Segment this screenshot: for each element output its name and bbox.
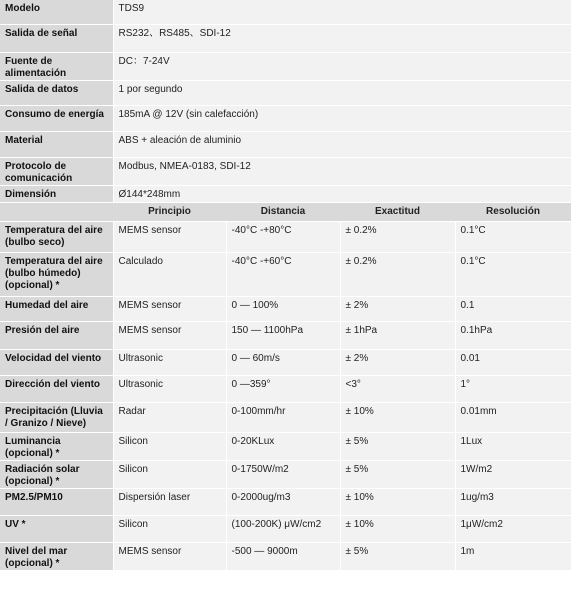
measure-cell: 150 — 1100hPa (226, 321, 340, 349)
header-blank-cell (0, 202, 113, 221)
measure-cell: 1Lux (455, 432, 571, 460)
measure-cell: ± 2% (340, 296, 455, 321)
column-header: Exactitud (340, 202, 455, 221)
measure-row (0, 488, 571, 515)
measure-cell: 1° (455, 375, 571, 402)
measure-cell: ± 5% (340, 460, 455, 488)
measure-cell: 0.01mm (455, 402, 571, 432)
measure-row (0, 321, 571, 349)
column-header: Principio (113, 202, 226, 221)
spec-label: Consumo de energía (0, 105, 113, 131)
measure-cell: <3° (340, 375, 455, 402)
measure-cell: 0 —359° (226, 375, 340, 402)
measure-cell: Dispersión laser (113, 488, 226, 515)
spec-row (0, 157, 571, 185)
measure-cell: Ultrasonic (113, 375, 226, 402)
measure-label: Presión del aire (0, 321, 113, 349)
measure-cell: (100-200K) μW/cm2 (226, 515, 340, 542)
measure-cell: ± 0.2% (340, 221, 455, 252)
measure-label: Velocidad del viento (0, 349, 113, 375)
measure-row (0, 296, 571, 321)
measure-cell: 0-100mm/hr (226, 402, 340, 432)
spec-value: ABS + aleación de aluminio (113, 131, 571, 157)
measure-label: Luminancia (opcional) * (0, 432, 113, 460)
measure-cell: 1W/m2 (455, 460, 571, 488)
measure-cell: ± 2% (340, 349, 455, 375)
measure-label: PM2.5/PM10 (0, 488, 113, 515)
measure-cell: 0.1°C (455, 221, 571, 252)
measure-cell: -40°C -+80°C (226, 221, 340, 252)
measure-cell: ± 5% (340, 432, 455, 460)
spec-label: Modelo (0, 0, 113, 24)
spec-value: RS232、RS485、SDI-12 (113, 24, 571, 52)
measure-label: Dirección del viento (0, 375, 113, 402)
spec-body (0, 0, 571, 202)
measure-cell: Calculado (113, 252, 226, 296)
measure-row (0, 349, 571, 375)
measure-cell: 1μW/cm2 (455, 515, 571, 542)
measure-row (0, 252, 571, 296)
measure-cell: ± 10% (340, 402, 455, 432)
measure-cell: MEMS sensor (113, 321, 226, 349)
measure-cell: 0.1 (455, 296, 571, 321)
measure-cell: -500 — 9000m (226, 542, 340, 570)
measure-cell: 1ug/m3 (455, 488, 571, 515)
spec-row (0, 0, 571, 24)
measure-row (0, 460, 571, 488)
measure-cell: 0-1750W/m2 (226, 460, 340, 488)
spec-label: Salida de datos (0, 80, 113, 105)
measure-label: Nivel del mar (opcional) * (0, 542, 113, 570)
measure-cell: ± 10% (340, 515, 455, 542)
spec-row (0, 80, 571, 105)
measure-cell: Radar (113, 402, 226, 432)
measure-row (0, 402, 571, 432)
spec-value: DC：7-24V (113, 52, 571, 80)
spec-value: Ø144*248mm (113, 185, 571, 202)
measure-row (0, 542, 571, 570)
spec-value: TDS9 (113, 0, 571, 24)
spec-value: Modbus, NMEA-0183, SDI-12 (113, 157, 571, 185)
column-header: Resolución (455, 202, 571, 221)
measure-cell: Silicon (113, 432, 226, 460)
measure-row (0, 515, 571, 542)
measure-cell: ± 5% (340, 542, 455, 570)
measure-cell: ± 10% (340, 488, 455, 515)
spec-label: Fuente de alimentación (0, 52, 113, 80)
measure-cell: MEMS sensor (113, 542, 226, 570)
measure-cell: 0 — 100% (226, 296, 340, 321)
measure-cell: -40°C -+60°C (226, 252, 340, 296)
measure-header-row (0, 202, 571, 221)
measure-cell: 0-20KLux (226, 432, 340, 460)
spec-row (0, 185, 571, 202)
measure-row (0, 221, 571, 252)
measure-body (0, 202, 571, 570)
measure-label: UV * (0, 515, 113, 542)
measure-cell: MEMS sensor (113, 296, 226, 321)
measure-label: Precipitación (Lluvia / Granizo / Nieve) (0, 402, 113, 432)
measure-cell: 0-2000ug/m3 (226, 488, 340, 515)
spec-label: Dimensión (0, 185, 113, 202)
measure-cell: Ultrasonic (113, 349, 226, 375)
measure-cell: Silicon (113, 460, 226, 488)
measure-label: Radiación solar (opcional) * (0, 460, 113, 488)
measure-cell: 0.1°C (455, 252, 571, 296)
measure-row (0, 432, 571, 460)
measure-label: Humedad del aire (0, 296, 113, 321)
measure-cell: ± 0.2% (340, 252, 455, 296)
spec-label: Protocolo de comunicación (0, 157, 113, 185)
spec-label: Salida de señal (0, 24, 113, 52)
measure-cell: 0.01 (455, 349, 571, 375)
spec-row (0, 52, 571, 80)
measure-cell: 0 — 60m/s (226, 349, 340, 375)
measure-cell: Silicon (113, 515, 226, 542)
measure-label: Temperatura del aire (bulbo húmedo) (opcional) * (0, 252, 113, 296)
measure-cell: 1m (455, 542, 571, 570)
column-header: Distancia (226, 202, 340, 221)
measure-label: Temperatura del aire (bulbo seco) (0, 221, 113, 252)
spec-row (0, 131, 571, 157)
spec-row (0, 24, 571, 52)
measure-row (0, 375, 571, 402)
spec-label: Material (0, 131, 113, 157)
measure-cell: ± 1hPa (340, 321, 455, 349)
measure-cell: 0.1hPa (455, 321, 571, 349)
spec-value: 185mA @ 12V (sin calefacción) (113, 105, 571, 131)
measure-cell: MEMS sensor (113, 221, 226, 252)
spec-row (0, 105, 571, 131)
spec-value: 1 por segundo (113, 80, 571, 105)
